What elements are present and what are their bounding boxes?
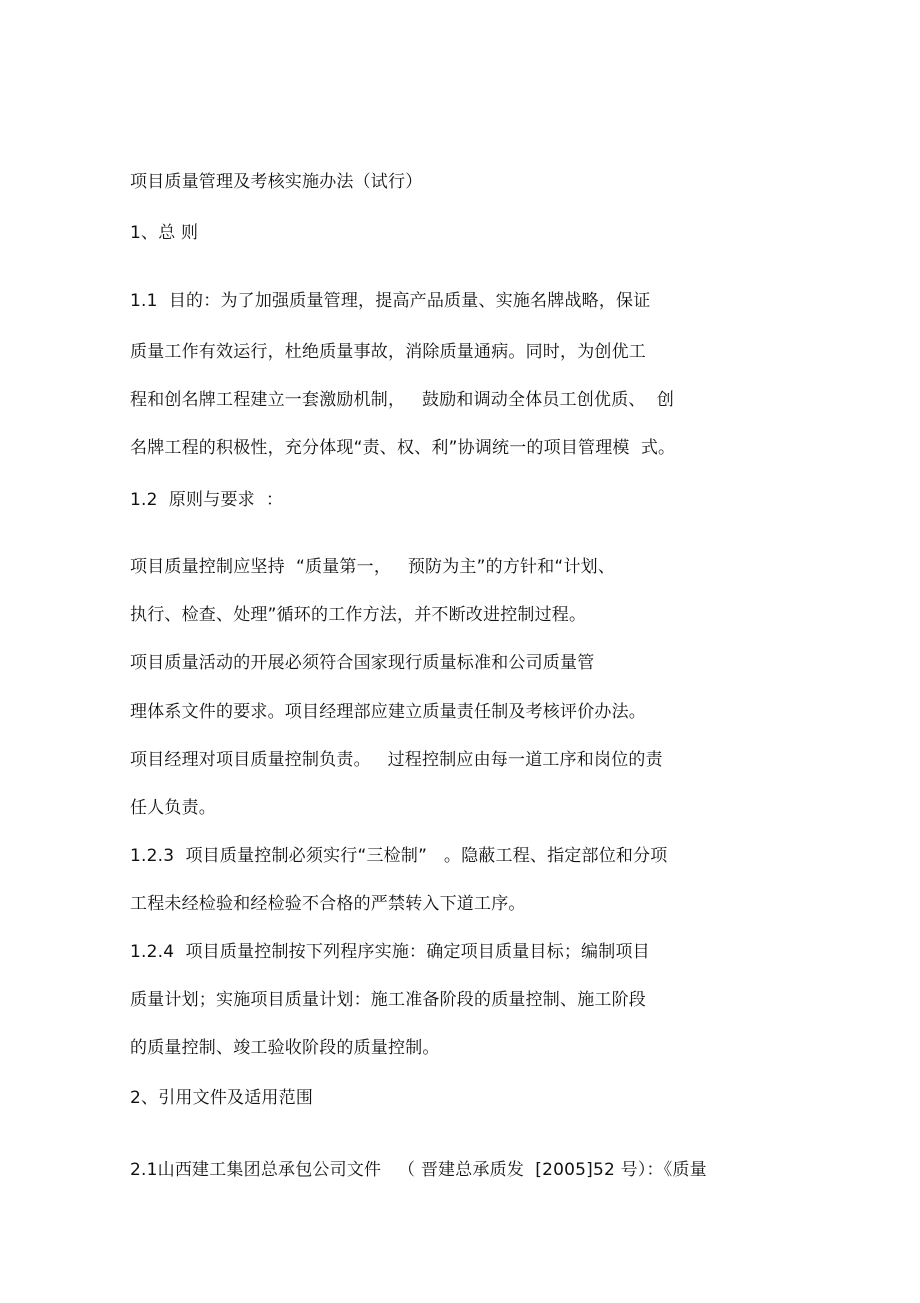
paragraph-line: 质量计划；实施项目质量计划：施工准备阶段的质量控制、施工阶段 xyxy=(130,990,646,1010)
paragraph-line: 项目经理对项目质量控制负责。 过程控制应由每一道工序和岗位的责 xyxy=(130,750,663,770)
subsection-heading-principles: 1.2 原则与要求 ： xyxy=(130,490,284,510)
section-heading-general: 1、总 则 xyxy=(130,223,199,243)
paragraph-line: 的质量控制、竣工验收阶段的质量控制。 xyxy=(130,1038,440,1058)
paragraph-line: 质量工作有效运行，杜绝质量事故，消除质量通病。同时，为创优工 xyxy=(130,342,646,362)
section-heading-references: 2、引用文件及适用范围 xyxy=(130,1088,314,1108)
paragraph-line: 项目质量活动的开展必须符合国家现行质量标准和公司质量管 xyxy=(130,653,595,673)
paragraph-line: 工程未经检验和经检验不合格的严禁转入下道工序。 xyxy=(130,894,526,914)
paragraph-line: 理体系文件的要求。项目经理部应建立质量责任制及考核评价办法。 xyxy=(130,702,646,722)
paragraph-line: 程和创名牌工程建立一套激励机制， 鼓励和调动全体员工创优质、 创 xyxy=(130,390,675,410)
document-title: 项目质量管理及考核实施办法（试行） xyxy=(130,172,423,192)
paragraph-line: 任人负责。 xyxy=(130,798,216,818)
paragraph-line: 1.2.4 项目质量控制按下列程序实施：确定项目质量目标；编制项目 xyxy=(130,942,650,962)
paragraph-line: 执行、检查、处理”循环的工作方法，并不断改进控制过程。 xyxy=(130,605,587,625)
paragraph-line: 名牌工程的积极性，充分体现“责、权、利”协调统一的项目管理模 式。 xyxy=(130,438,676,458)
paragraph-line: 项目质量控制应坚持 “质量第一， 预防为主”的方针和“计划、 xyxy=(130,557,616,577)
paragraph-line: 2.1山西建工集团总承包公司文件 （ 晋建总承质发 [2005]52 号）：《质量 xyxy=(130,1160,707,1180)
paragraph-line: 1.2.3 项目质量控制必须实行“三检制” 。隐蔽工程、指定部位和分项 xyxy=(130,846,668,866)
paragraph-line: 1.1 目的：为了加强质量管理，提高产品质量、实施名牌战略，保证 xyxy=(130,291,651,311)
